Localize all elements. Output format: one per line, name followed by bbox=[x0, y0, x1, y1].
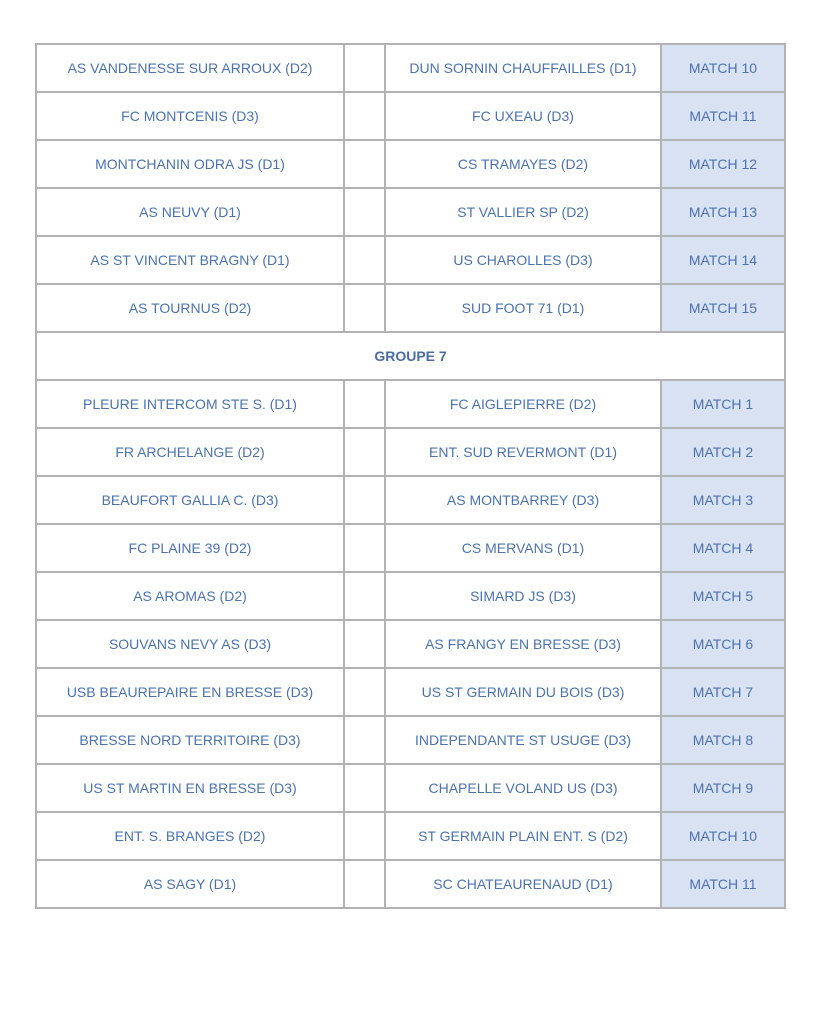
away-team-cell: ENT. SUD REVERMONT (D1) bbox=[385, 428, 661, 476]
away-team-cell: CS TRAMAYES (D2) bbox=[385, 140, 661, 188]
fixtures-body bbox=[36, 44, 785, 908]
separator-cell bbox=[344, 716, 385, 764]
separator-cell bbox=[344, 572, 385, 620]
away-team-cell: US ST GERMAIN DU BOIS (D3) bbox=[385, 668, 661, 716]
match-number-cell: MATCH 11 bbox=[661, 92, 785, 140]
match-number-cell: MATCH 2 bbox=[661, 428, 785, 476]
separator-cell bbox=[344, 668, 385, 716]
match-number-cell: MATCH 12 bbox=[661, 140, 785, 188]
group-header-row bbox=[36, 332, 785, 380]
home-team-cell: PLEURE INTERCOM STE S. (D1) bbox=[36, 380, 344, 428]
fixture-row bbox=[36, 860, 785, 908]
fixture-row bbox=[36, 572, 785, 620]
match-number-cell: MATCH 3 bbox=[661, 476, 785, 524]
separator-cell bbox=[344, 236, 385, 284]
fixture-row bbox=[36, 524, 785, 572]
home-team-cell: MONTCHANIN ODRA JS (D1) bbox=[36, 140, 344, 188]
match-number-cell: MATCH 5 bbox=[661, 572, 785, 620]
fixtures-table bbox=[35, 43, 786, 909]
fixture-row bbox=[36, 380, 785, 428]
match-number-cell: MATCH 11 bbox=[661, 860, 785, 908]
away-team-cell: SC CHATEAURENAUD (D1) bbox=[385, 860, 661, 908]
fixture-row bbox=[36, 620, 785, 668]
away-team-cell: CS MERVANS (D1) bbox=[385, 524, 661, 572]
away-team-cell: CHAPELLE VOLAND US (D3) bbox=[385, 764, 661, 812]
away-team-cell: INDEPENDANTE ST USUGE (D3) bbox=[385, 716, 661, 764]
match-number-cell: MATCH 13 bbox=[661, 188, 785, 236]
home-team-cell: AS VANDENESSE SUR ARROUX (D2) bbox=[36, 44, 344, 92]
fixture-row bbox=[36, 188, 785, 236]
fixture-row bbox=[36, 284, 785, 332]
home-team-cell: BEAUFORT GALLIA C. (D3) bbox=[36, 476, 344, 524]
away-team-cell: ST VALLIER SP (D2) bbox=[385, 188, 661, 236]
match-number-cell: MATCH 10 bbox=[661, 812, 785, 860]
away-team-cell: SUD FOOT 71 (D1) bbox=[385, 284, 661, 332]
away-team-cell: DUN SORNIN CHAUFFAILLES (D1) bbox=[385, 44, 661, 92]
fixture-row bbox=[36, 44, 785, 92]
away-team-cell: SIMARD JS (D3) bbox=[385, 572, 661, 620]
away-team-cell: AS FRANGY EN BRESSE (D3) bbox=[385, 620, 661, 668]
group-title: GROUPE 7 bbox=[36, 332, 785, 380]
fixture-row bbox=[36, 668, 785, 716]
fixture-row bbox=[36, 236, 785, 284]
fixture-row bbox=[36, 716, 785, 764]
fixture-row bbox=[36, 476, 785, 524]
separator-cell bbox=[344, 812, 385, 860]
match-number-cell: MATCH 1 bbox=[661, 380, 785, 428]
home-team-cell: ENT. S. BRANGES (D2) bbox=[36, 812, 344, 860]
home-team-cell: AS ST VINCENT BRAGNY (D1) bbox=[36, 236, 344, 284]
home-team-cell: FC PLAINE 39 (D2) bbox=[36, 524, 344, 572]
fixture-row bbox=[36, 764, 785, 812]
separator-cell bbox=[344, 620, 385, 668]
away-team-cell: FC AIGLEPIERRE (D2) bbox=[385, 380, 661, 428]
separator-cell bbox=[344, 284, 385, 332]
match-number-cell: MATCH 7 bbox=[661, 668, 785, 716]
away-team-cell: ST GERMAIN PLAIN ENT. S (D2) bbox=[385, 812, 661, 860]
separator-cell bbox=[344, 476, 385, 524]
fixture-row bbox=[36, 140, 785, 188]
match-number-cell: MATCH 8 bbox=[661, 716, 785, 764]
match-number-cell: MATCH 15 bbox=[661, 284, 785, 332]
match-number-cell: MATCH 14 bbox=[661, 236, 785, 284]
separator-cell bbox=[344, 92, 385, 140]
separator-cell bbox=[344, 524, 385, 572]
away-team-cell: US CHAROLLES (D3) bbox=[385, 236, 661, 284]
home-team-cell: BRESSE NORD TERRITOIRE (D3) bbox=[36, 716, 344, 764]
fixture-row bbox=[36, 812, 785, 860]
home-team-cell: USB BEAUREPAIRE EN BRESSE (D3) bbox=[36, 668, 344, 716]
separator-cell bbox=[344, 860, 385, 908]
home-team-cell: US ST MARTIN EN BRESSE (D3) bbox=[36, 764, 344, 812]
separator-cell bbox=[344, 44, 385, 92]
separator-cell bbox=[344, 380, 385, 428]
separator-cell bbox=[344, 188, 385, 236]
home-team-cell: SOUVANS NEVY AS (D3) bbox=[36, 620, 344, 668]
home-team-cell: AS SAGY (D1) bbox=[36, 860, 344, 908]
separator-cell bbox=[344, 140, 385, 188]
fixture-row bbox=[36, 92, 785, 140]
match-number-cell: MATCH 10 bbox=[661, 44, 785, 92]
match-number-cell: MATCH 6 bbox=[661, 620, 785, 668]
away-team-cell: AS MONTBARREY (D3) bbox=[385, 476, 661, 524]
home-team-cell: AS AROMAS (D2) bbox=[36, 572, 344, 620]
separator-cell bbox=[344, 428, 385, 476]
match-number-cell: MATCH 4 bbox=[661, 524, 785, 572]
fixture-row bbox=[36, 428, 785, 476]
separator-cell bbox=[344, 764, 385, 812]
home-team-cell: FR ARCHELANGE (D2) bbox=[36, 428, 344, 476]
away-team-cell: FC UXEAU (D3) bbox=[385, 92, 661, 140]
home-team-cell: AS NEUVY (D1) bbox=[36, 188, 344, 236]
home-team-cell: FC MONTCENIS (D3) bbox=[36, 92, 344, 140]
match-number-cell: MATCH 9 bbox=[661, 764, 785, 812]
home-team-cell: AS TOURNUS (D2) bbox=[36, 284, 344, 332]
